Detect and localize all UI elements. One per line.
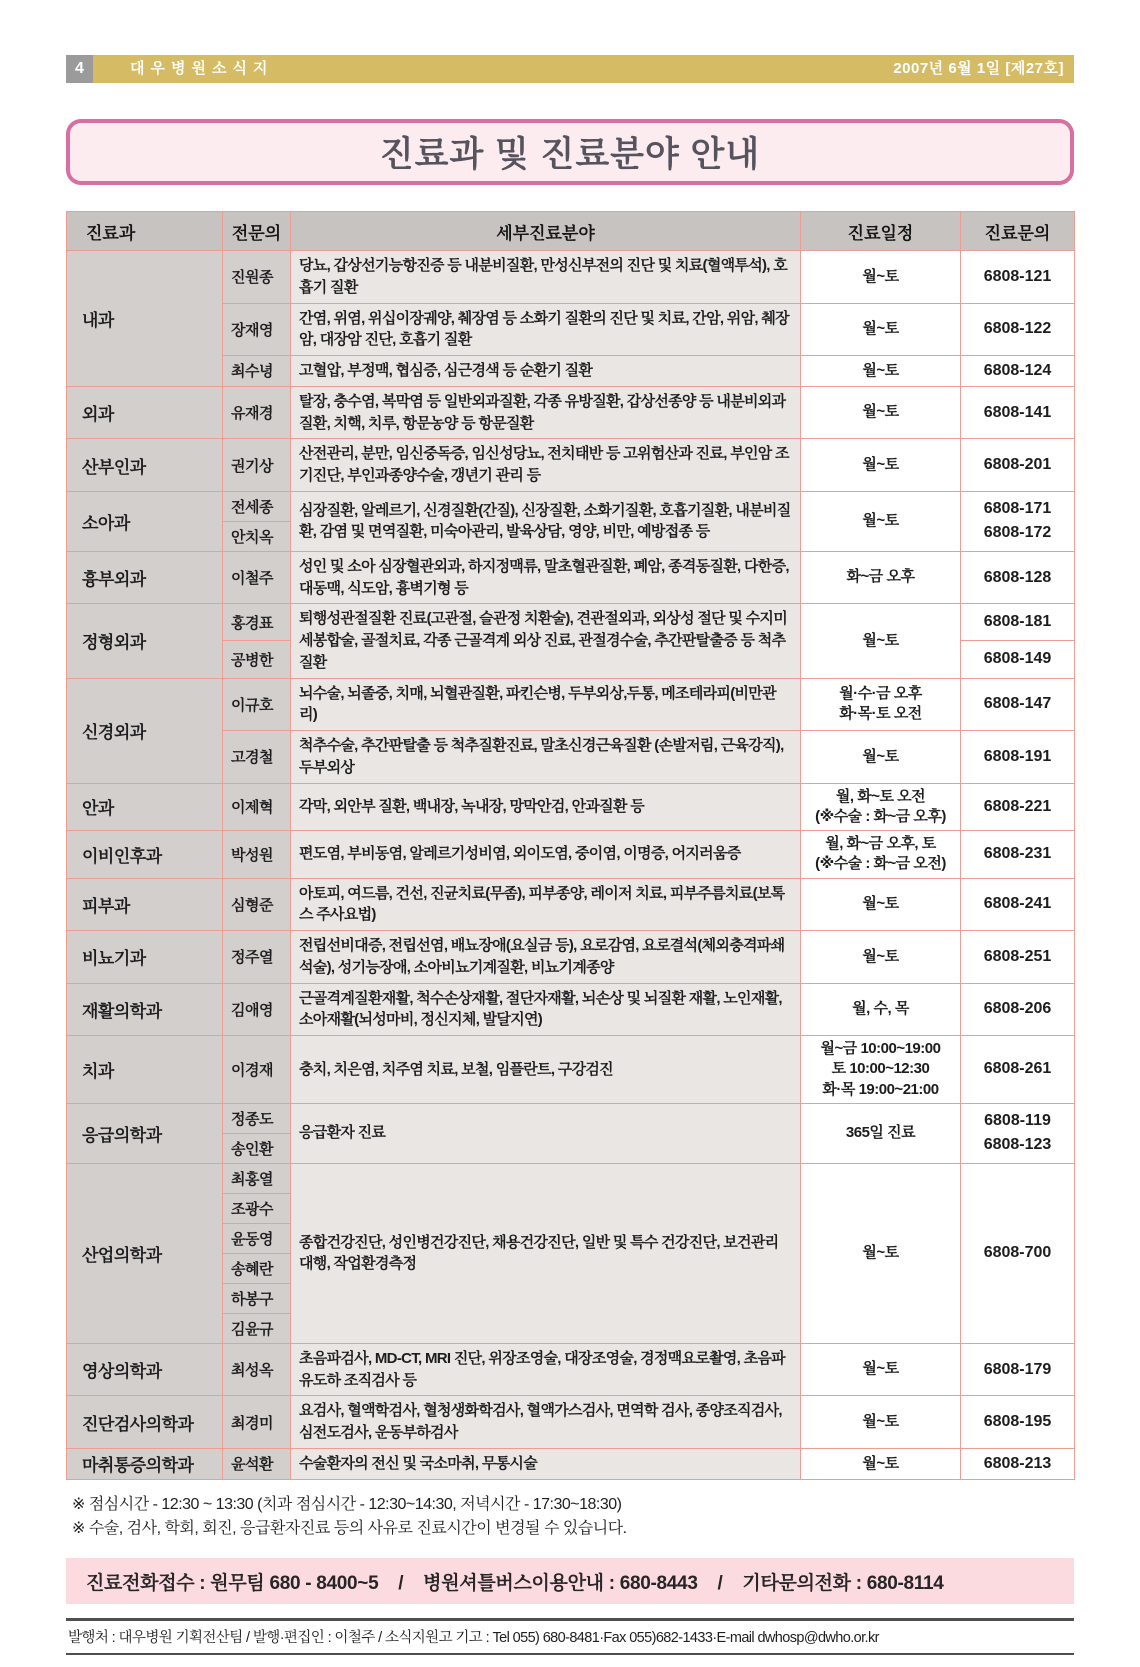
doctor-cell: 박성원 xyxy=(223,831,291,879)
detail-cell: 고혈압, 부정맥, 협심증, 심근경색 등 순환기 질환 xyxy=(291,356,801,387)
department-cell: 피부과 xyxy=(67,878,223,931)
header-doctor: 전문의 xyxy=(223,212,291,251)
schedule-cell: 월~금 10:00~19:00 토 10:00~12:30 화·목 19:00~21:00 xyxy=(801,1036,961,1104)
table-header-row xyxy=(67,212,1075,251)
departments-table xyxy=(66,211,1075,1480)
department-cell: 이비인후과 xyxy=(67,831,223,879)
contact-cell: 6808-213 xyxy=(961,1448,1075,1479)
doctor-cell: 고경철 xyxy=(223,731,291,784)
department-cell: 소아과 xyxy=(67,491,223,551)
doctor-cell: 이제혁 xyxy=(223,783,291,831)
publisher-footer xyxy=(66,1618,1074,1655)
contact-cell: 6808-206 xyxy=(961,983,1075,1036)
doctor-cell: 정주열 xyxy=(223,931,291,984)
doctor-cell: 김윤규 xyxy=(223,1313,291,1343)
table-row xyxy=(67,251,1075,304)
page-title-banner xyxy=(66,119,1074,185)
table-row xyxy=(67,439,1075,492)
department-cell: 산업의학과 xyxy=(67,1163,223,1343)
contact-cell: 6808-171 6808-172 xyxy=(961,491,1075,551)
schedule-cell: 월, 화~토 오전 (※수술 : 화~금 오후) xyxy=(801,783,961,831)
doctor-cell: 송인환 xyxy=(223,1133,291,1163)
department-cell: 치과 xyxy=(67,1036,223,1104)
contact-cell: 6808-251 xyxy=(961,931,1075,984)
table-row xyxy=(67,831,1075,879)
contact-cell: 6808-141 xyxy=(961,386,1075,439)
schedule-cell: 월·수·금 오후 화·목·토 오전 xyxy=(801,678,961,731)
schedule-cell: 월~토 xyxy=(801,1343,961,1396)
table-row xyxy=(67,678,1075,731)
header-schedule: 진료일정 xyxy=(801,212,961,251)
detail-cell: 퇴행성관절질환 진료(고관절, 슬관정 치환술), 견관절외과, 외상성 절단 및 수지미세봉합술, 골절치료, 각종 근골격계 외상 진료, 관절경수술, 추간판탈출증 등 척추질환 xyxy=(291,604,801,678)
detail-cell: 종합건강진단, 성인병건강진단, 채용건강진단, 일반 및 특수 건강진단, 보건관리대행, 작업환경측정 xyxy=(291,1163,801,1343)
department-cell: 내과 xyxy=(67,251,223,387)
doctor-cell: 김애영 xyxy=(223,983,291,1036)
detail-cell: 뇌수술, 뇌졸중, 치매, 뇌혈관질환, 파킨슨병, 두부외상,두통, 메조테라피(비만관리) xyxy=(291,678,801,731)
schedule-cell: 월~토 xyxy=(801,878,961,931)
doctor-cell: 전세종 xyxy=(223,491,291,521)
schedule-cell: 월, 수, 목 xyxy=(801,983,961,1036)
table-row xyxy=(67,878,1075,931)
department-cell: 비뇨기과 xyxy=(67,931,223,984)
table-row xyxy=(67,1396,1075,1449)
table-row xyxy=(67,551,1075,604)
department-cell: 외과 xyxy=(67,386,223,439)
contact-cell: 6808-119 6808-123 xyxy=(961,1103,1075,1163)
doctor-cell: 안치옥 xyxy=(223,521,291,551)
issue-date: 2007년 6월 1일 [제27호] xyxy=(893,60,1064,77)
department-cell: 안과 xyxy=(67,783,223,831)
doctor-cell: 공병한 xyxy=(223,641,291,678)
table-row xyxy=(67,1103,1075,1133)
schedule-cell: 월~토 xyxy=(801,731,961,784)
detail-cell: 산전관리, 분만, 임신중독증, 임신성당뇨, 전치태반 등 고위험산과 진료, 부인암 조기진단, 부인과종양수술, 갱년기 관리 등 xyxy=(291,439,801,492)
doctor-cell: 윤동영 xyxy=(223,1223,291,1253)
doctor-cell: 이경재 xyxy=(223,1036,291,1104)
detail-cell: 수술환자의 전신 및 국소마취, 무통시술 xyxy=(291,1448,801,1479)
department-cell: 진단검사의학과 xyxy=(67,1396,223,1449)
schedule-cell: 월~토 xyxy=(801,439,961,492)
doctor-cell: 홍경표 xyxy=(223,604,291,641)
department-cell: 재활의학과 xyxy=(67,983,223,1036)
detail-cell: 근골격계질환재활, 척수손상재활, 절단자재활, 뇌손상 및 뇌질환 재활, 노인재활, 소아재활(뇌성마비, 정신지체, 발달지연) xyxy=(291,983,801,1036)
department-cell: 산부인과 xyxy=(67,439,223,492)
schedule-cell: 월~토 xyxy=(801,931,961,984)
contact-cell: 6808-122 xyxy=(961,303,1075,356)
header-department: 진료과 xyxy=(67,212,223,251)
doctor-cell: 유재경 xyxy=(223,386,291,439)
schedule-cell: 월~토 xyxy=(801,1448,961,1479)
header-contact: 진료문의 xyxy=(961,212,1075,251)
detail-cell: 요검사, 혈액학검사, 혈청생화학검사, 혈액가스검사, 면역학 검사, 종양조직검사, 심전도검사, 운동부하검사 xyxy=(291,1396,801,1449)
department-cell: 영상의학과 xyxy=(67,1343,223,1396)
doctor-cell: 이철주 xyxy=(223,551,291,604)
footnotes xyxy=(72,1493,1068,1543)
detail-cell: 심장질환, 알레르기, 신경질환(간질), 신장질환, 소화기질환, 호흡기질환, 내분비질환, 감염 및 면역질환, 미숙아관리, 발육상담, 영양, 비만, 예방접종 등 xyxy=(291,491,801,551)
doctor-cell: 최수녕 xyxy=(223,356,291,387)
doctor-cell: 최경미 xyxy=(223,1396,291,1449)
table-row xyxy=(67,1448,1075,1479)
doctor-cell: 윤석환 xyxy=(223,1448,291,1479)
detail-cell: 성인 및 소아 심장혈관외과, 하지정맥류, 말초혈관질환, 폐암, 종격동질환, 다한증, 대동맥, 식도암, 흉벽기형 등 xyxy=(291,551,801,604)
newsletter-top-band xyxy=(66,55,1074,83)
table-row xyxy=(67,491,1075,521)
detail-cell: 초음파검사, MD-CT, MRI 진단, 위장조영술, 대장조영술, 경정맥요로촬영, 초음파유도하 조직검사 등 xyxy=(291,1343,801,1396)
footnote-change: ※ 수술, 검사, 학회, 회진, 응급환자진료 등의 사유로 진료시간이 변경될 수 있습니다. xyxy=(72,1520,627,1538)
table-row xyxy=(67,386,1075,439)
contact-cell: 6808-201 xyxy=(961,439,1075,492)
page-number: 4 xyxy=(66,55,93,83)
detail-cell: 간염, 위염, 위십이장궤양, 췌장염 등 소화기 질환의 진단 및 치료, 간암, 위암, 췌장암, 대장암 진단, 호흡기 질환 xyxy=(291,303,801,356)
schedule-cell: 월~토 xyxy=(801,604,961,678)
phone-info-text: 진료전화접수 : 원무팀 680 - 8400~5 / 병원셔틀버스이용안내 : 680-8443 / 기타문의전화 : 680-8114 xyxy=(86,1572,944,1594)
table-row xyxy=(67,931,1075,984)
contact-cell: 6808-147 xyxy=(961,678,1075,731)
schedule-cell: 월~토 xyxy=(801,251,961,304)
publisher-text: 발행처 : 대우병원 기획전산팀 / 발행·편집인 : 이철주 / 소식지원고 기고 : Tel 055) 680-8481·Fax 055)682-1433·E-mail dwhosp@dwho.or.kr xyxy=(68,1630,879,1647)
detail-cell: 응급환자 진료 xyxy=(291,1103,801,1163)
department-cell: 흉부외과 xyxy=(67,551,223,604)
contact-cell: 6808-179 xyxy=(961,1343,1075,1396)
doctor-cell: 하봉구 xyxy=(223,1283,291,1313)
schedule-cell: 월~토 xyxy=(801,491,961,551)
schedule-cell: 월~토 xyxy=(801,1396,961,1449)
contact-cell: 6808-121 xyxy=(961,251,1075,304)
detail-cell: 척추수술, 추간판탈출 등 척추질환진료, 말초신경근육질환 (손발저림, 근육강직), 두부외상 xyxy=(291,731,801,784)
contact-cell: 6808-191 xyxy=(961,731,1075,784)
doctor-cell: 심형준 xyxy=(223,878,291,931)
detail-cell: 당뇨, 갑상선기능항진증 등 내분비질환, 만성신부전의 진단 및 치료(혈액투석), 호흡기 질환 xyxy=(291,251,801,304)
contact-cell: 6808-149 xyxy=(961,641,1075,678)
doctor-cell: 진원종 xyxy=(223,251,291,304)
doctor-cell: 최홍열 xyxy=(223,1163,291,1193)
department-cell: 정형외과 xyxy=(67,604,223,678)
table-row xyxy=(67,604,1075,641)
contact-cell: 6808-128 xyxy=(961,551,1075,604)
doctor-cell: 조광수 xyxy=(223,1193,291,1223)
detail-cell: 편도염, 부비동염, 알레르기성비염, 외이도염, 중이염, 이명증, 어지러움증 xyxy=(291,831,801,879)
schedule-cell: 월~토 xyxy=(801,386,961,439)
schedule-cell: 월, 화~금 오후, 토 (※수술 : 화~금 오전) xyxy=(801,831,961,879)
newsletter-title: 대우병원소식지 xyxy=(130,60,274,77)
department-cell: 마취통증의학과 xyxy=(67,1448,223,1479)
schedule-cell: 화~금 오후 xyxy=(801,551,961,604)
table-row xyxy=(67,783,1075,831)
contact-cell: 6808-124 xyxy=(961,356,1075,387)
schedule-cell: 365일 진료 xyxy=(801,1103,961,1163)
contact-cell: 6808-241 xyxy=(961,878,1075,931)
contact-cell: 6808-700 xyxy=(961,1163,1075,1343)
table-row xyxy=(67,1163,1075,1193)
detail-cell: 각막, 외안부 질환, 백내장, 녹내장, 망막안검, 안과질환 등 xyxy=(291,783,801,831)
contact-cell: 6808-221 xyxy=(961,783,1075,831)
department-cell: 신경외과 xyxy=(67,678,223,783)
schedule-cell: 월~토 xyxy=(801,1163,961,1343)
doctor-cell: 최성옥 xyxy=(223,1343,291,1396)
doctor-cell: 송혜란 xyxy=(223,1253,291,1283)
doctor-cell: 장재영 xyxy=(223,303,291,356)
schedule-cell: 월~토 xyxy=(801,356,961,387)
doctor-cell: 정종도 xyxy=(223,1103,291,1133)
contact-cell: 6808-181 xyxy=(961,604,1075,641)
doctor-cell: 이규호 xyxy=(223,678,291,731)
phone-info-bar xyxy=(66,1558,1074,1604)
header-detail: 세부진료분야 xyxy=(291,212,801,251)
detail-cell: 탈장, 충수염, 복막염 등 일반외과질환, 각종 유방질환, 갑상선종양 등 내분비외과질환, 치핵, 치루, 항문농양 등 항문질환 xyxy=(291,386,801,439)
department-cell: 응급의학과 xyxy=(67,1103,223,1163)
detail-cell: 전립선비대증, 전립선염, 배뇨장애(요실금 등), 요로감염, 요로결석(체외충격파쇄석술), 성기능장애, 소아비뇨기계질환, 비뇨기계종양 xyxy=(291,931,801,984)
contact-cell: 6808-261 xyxy=(961,1036,1075,1104)
detail-cell: 아토피, 여드름, 건선, 진균치료(무좀), 피부종양, 레이저 치료, 피부주름치료(보톡스 주사요법) xyxy=(291,878,801,931)
contact-cell: 6808-231 xyxy=(961,831,1075,879)
table-row xyxy=(67,1343,1075,1396)
detail-cell: 충치, 치은염, 치주염 치료, 보철, 임플란트, 구강검진 xyxy=(291,1036,801,1104)
page-title: 진료과 및 진료분야 안내 xyxy=(379,135,761,174)
table-row xyxy=(67,1036,1075,1104)
table-row xyxy=(67,983,1075,1036)
contact-cell: 6808-195 xyxy=(961,1396,1075,1449)
doctor-cell: 권기상 xyxy=(223,439,291,492)
schedule-cell: 월~토 xyxy=(801,303,961,356)
footnote-lunch: ※ 점심시간 - 12:30 ~ 13:30 (치과 점심시간 - 12:30~14:30, 저녁시간 - 17:30~18:30) xyxy=(72,1495,622,1513)
